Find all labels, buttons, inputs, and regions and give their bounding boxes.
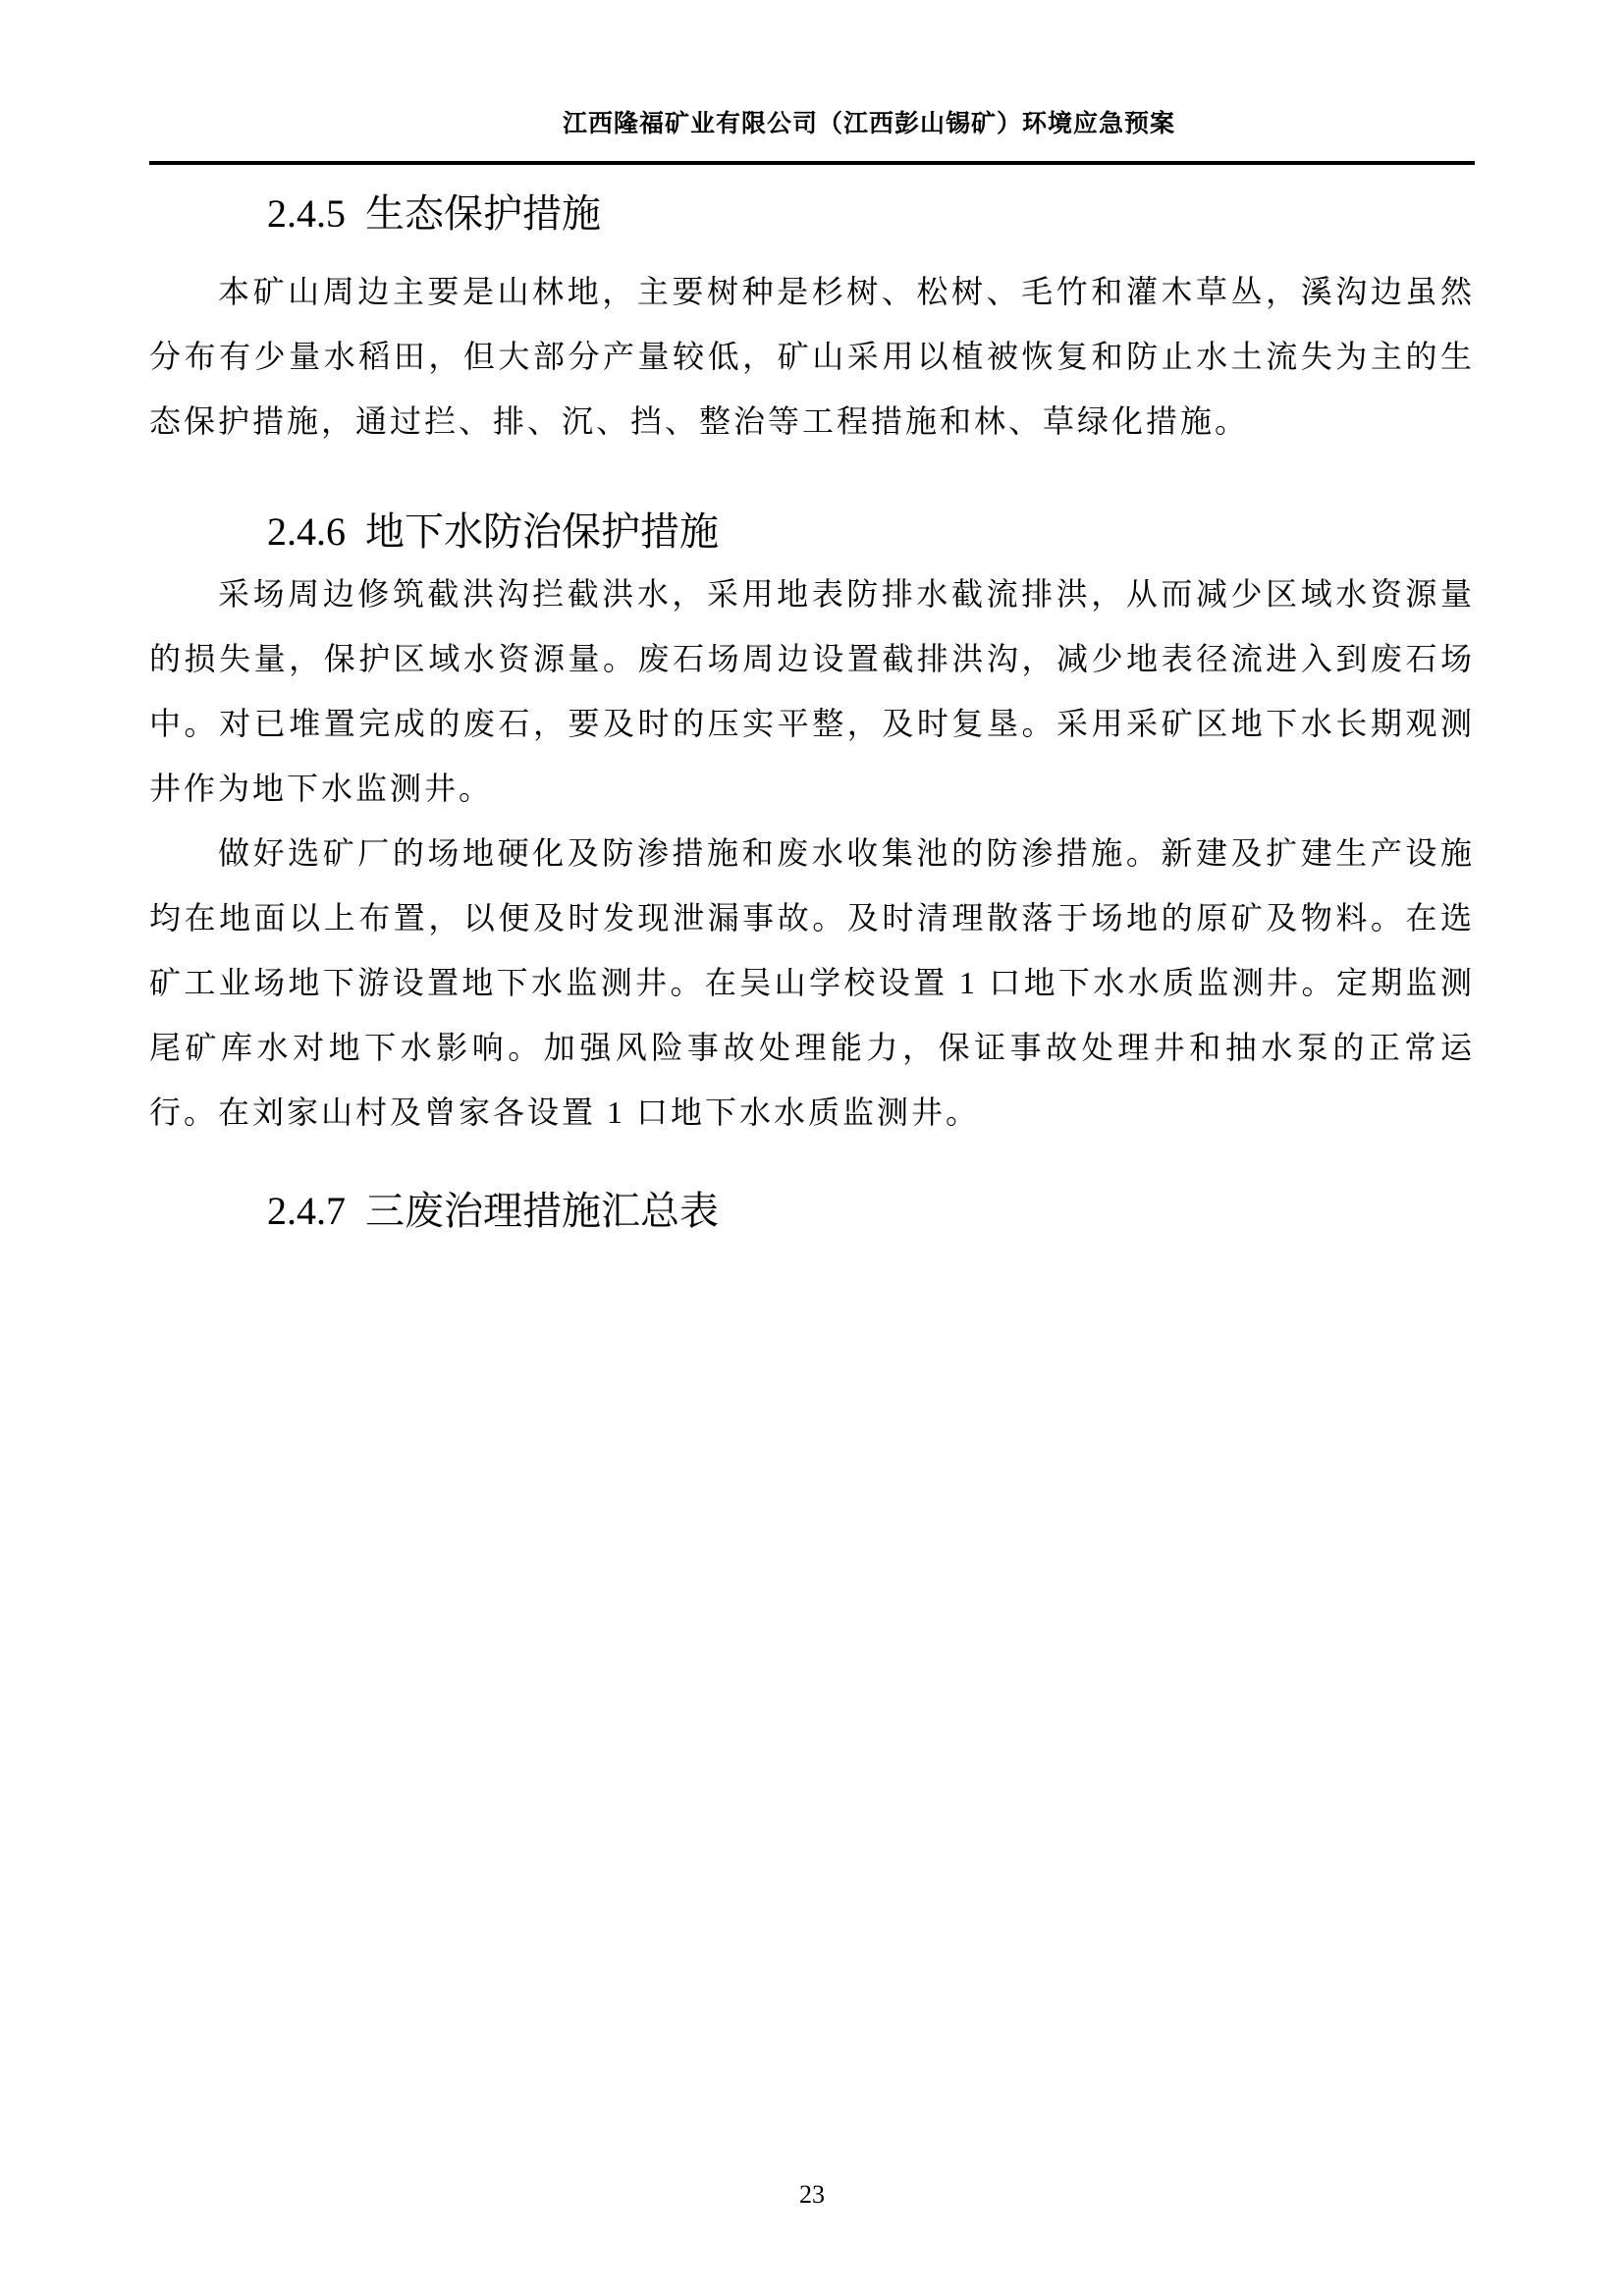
section-number: 2.4.6 bbox=[267, 509, 346, 554]
paragraph-groundwater-2: 做好选矿厂的场地硬化及防渗措施和废水收集池的防渗措施。新建及扩建生产设施均在地面以上布置，以便及时发现泄漏事故。及时清理散落于场地的原矿及物料。在选矿工业场地下游设置地下水监测井。在吴山学校设置 1 口地下水水质监测井。定期监测尾矿库水对地下水影响。加强风险事故处理能力，保证事故处理井和抽水泵的正常运行。在刘家山村及曾家各设置 1 口地下水水质监测井。 bbox=[149, 835, 1475, 1130]
page-number: 23 bbox=[799, 2180, 825, 2209]
section-title: 三废治理措施汇总表 bbox=[365, 1189, 719, 1233]
section-heading-2-4-7 bbox=[149, 1188, 1475, 1235]
document-body bbox=[0, 190, 1624, 1235]
section-title: 生态保护措施 bbox=[365, 191, 601, 236]
page-footer bbox=[0, 2180, 1624, 2210]
paragraph-ecology: 本矿山周边主要是山林地，主要树种是杉树、松树、毛竹和灌木草丛，溪沟边虽然分布有少量水稻田，但大部分产量较低，矿山采用以植被恢复和防止水土流失为主的生态保护措施，通过拦、排、沉、挡、整治等工程措施和林、草绿化措施。 bbox=[149, 274, 1475, 439]
paragraph-groundwater-1: 采场周边修筑截洪沟拦截洪水，采用地表防排水截流排洪，从而减少区域水资源量的损失量，保护区域水资源量。废石场周边设置截排洪沟，减少地表径流进入到废石场中。对已堆置完成的废石，要及时的压实平整，及时复垦。采用采矿区地下水长期观测井作为地下水监测井。 bbox=[149, 576, 1475, 806]
section-heading-2-4-5 bbox=[149, 190, 1475, 238]
section-heading-2-4-6 bbox=[149, 508, 1475, 556]
header-title: 江西隆福矿业有限公司（江西彭山锡矿）环境应急预案 bbox=[562, 110, 1175, 137]
header-divider bbox=[149, 161, 1475, 165]
section-number: 2.4.7 bbox=[267, 1189, 346, 1233]
section-title: 地下水防治保护措施 bbox=[365, 509, 719, 554]
section-number: 2.4.5 bbox=[267, 191, 346, 236]
page-header bbox=[0, 0, 1624, 165]
